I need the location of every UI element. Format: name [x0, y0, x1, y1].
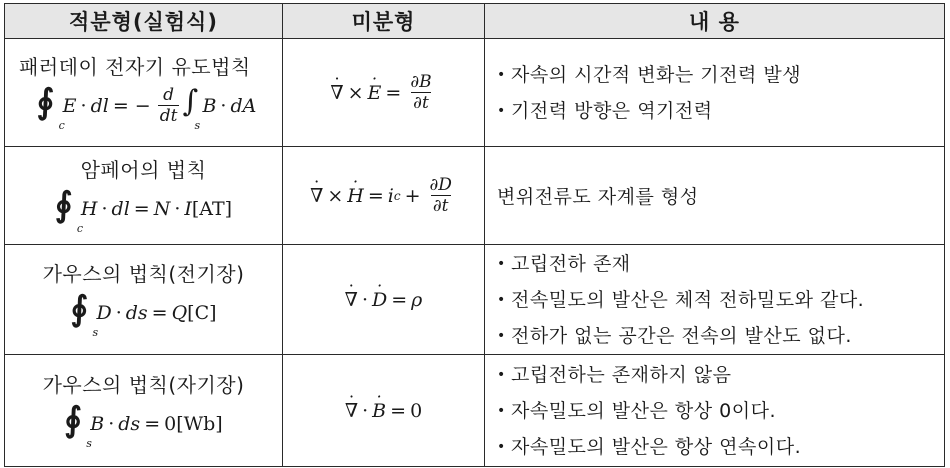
contour-integral-symbol: ∮ c — [36, 81, 65, 132]
list-item: • 고립전하는 존재하지 않음 — [497, 363, 732, 386]
gauss-magnetic-content-list — [497, 357, 944, 465]
faraday-integral-cell — [5, 39, 283, 147]
gauss-magnetic-content-cell — [485, 355, 945, 467]
gauss-electric-integral-formula: ∮ s D · ds = Q [C] — [70, 288, 217, 339]
ampere-content-text: 변위전류도 자계를 형성 — [497, 186, 699, 208]
contour-integral-symbol: ∮ c — [54, 184, 84, 235]
list-item: • 자속밀도의 발산은 항상 연속이다. — [497, 435, 802, 458]
list-item: • 자속의 시간적 변화는 기전력 발생 — [497, 63, 802, 86]
maxwell-equations-table — [4, 3, 945, 467]
row-gauss-electric — [5, 245, 945, 355]
faraday-differential-cell — [283, 39, 485, 147]
header-differential-form: 미분형 — [283, 4, 485, 39]
gauss-electric-differential-formula: · ∇ · · D = ρ — [345, 289, 423, 311]
list-item: • 기전력 방향은 역기전력 — [497, 99, 713, 122]
faraday-integral-formula: ∮ c E · dl = − $\frac{d}{dt}$ ∫ s B · dA — [36, 81, 257, 132]
ampere-differential-formula: · ∇ × · H = i c + $\frac{\partial D}{\partial t}$ — [310, 175, 457, 216]
row-ampere — [5, 147, 945, 245]
gauss-electric-integral-cell — [5, 245, 283, 355]
closed-surface-integral-symbol: ∮ s — [64, 399, 92, 450]
header-row — [5, 4, 945, 39]
gauss-magnetic-integral-cell — [5, 355, 283, 467]
ampere-law-name: 암페어의 법칙 — [80, 157, 207, 182]
gauss-electric-law-name: 가우스의 법칙(전기장) — [42, 261, 245, 286]
list-item: • 전하가 없는 공간은 전속의 발산도 없다. — [497, 324, 852, 347]
surface-integral-symbol: ∫ s — [182, 83, 201, 132]
header-content: 내 용 — [485, 4, 945, 39]
faraday-differential-formula: · ∇ × · E = $\frac{\partial B}{\partial t}$ — [330, 72, 436, 113]
faraday-elem-var: dl — [90, 94, 109, 117]
faraday-time-derivative: $\frac{d}{dt}$ — [159, 85, 178, 126]
faraday-law-name: 패러데이 전자기 유도법칙 — [19, 54, 251, 79]
ampere-content-cell — [485, 147, 945, 245]
row-gauss-magnetic — [5, 355, 945, 467]
gauss-electric-differential-cell — [283, 245, 485, 355]
list-item: • 자속밀도의 발산은 항상 0이다. — [497, 399, 776, 422]
faraday-content-list — [497, 57, 944, 129]
faraday-rhs-field: B — [202, 94, 217, 117]
faraday-field-var: E — [62, 94, 77, 117]
ampere-integral-formula: ∮ c H · dl = N · I [AT] — [54, 184, 233, 235]
row-faraday — [5, 39, 945, 147]
list-item: • 고립전하 존재 — [497, 252, 631, 275]
list-item: • 전속밀도의 발산은 체적 전하밀도와 같다. — [497, 288, 865, 311]
ampere-integral-cell — [5, 147, 283, 245]
ampere-differential-cell — [283, 147, 485, 245]
faraday-content-cell — [485, 39, 945, 147]
gauss-magnetic-differential-cell — [283, 355, 485, 467]
gauss-magnetic-differential-formula: · ∇ · · B = 0 — [345, 400, 422, 422]
gauss-magnetic-law-name: 가우스의 법칙(자기장) — [42, 372, 245, 397]
faraday-rhs-elem: dA — [230, 94, 257, 117]
gauss-electric-content-cell — [485, 245, 945, 355]
gauss-electric-content-list — [497, 246, 944, 354]
gauss-magnetic-integral-formula: ∮ s B · ds = 0 [Wb] — [64, 399, 223, 450]
header-integral-form: 적분형(실험식) — [5, 4, 283, 39]
closed-surface-integral-symbol: ∮ s — [70, 288, 99, 339]
